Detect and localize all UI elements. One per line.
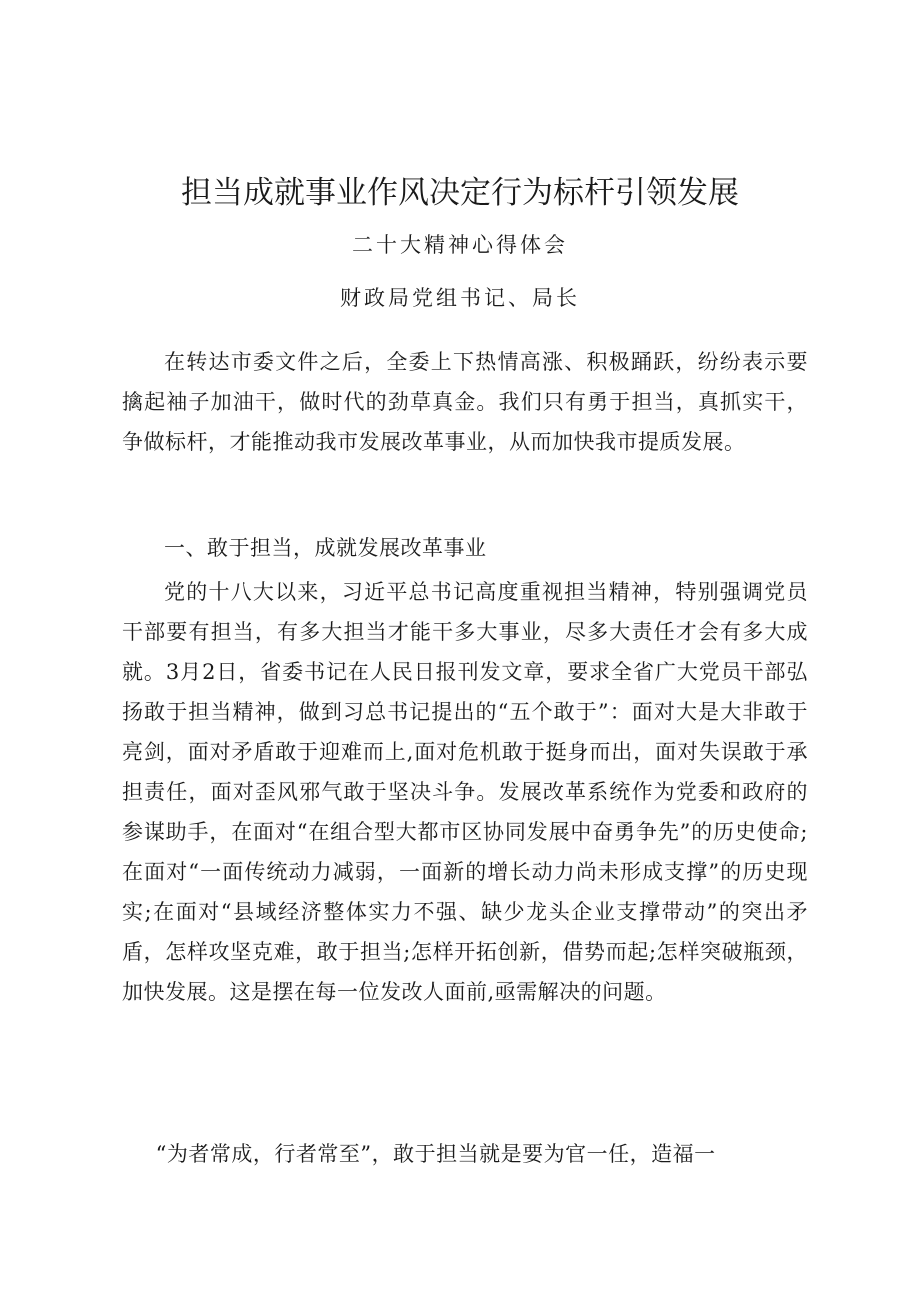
intro-paragraph: 在转达市委文件之后，全委上下热情高涨、积极踊跃，纷纷表示要擒起袖子加油干，做时代的劲草真金。我们只有勇于担当，真抓实干，争做标杆，才能推动我市发展改革事业，从而加快我市提质发展。 <box>122 350 808 454</box>
document-subtitle-author: 财政局党组书记、局长 <box>340 286 580 310</box>
document-title: 担当成就事业作风决定行为标杆引领发展 <box>181 175 739 211</box>
body-paragraph: 党的十八大以来，习近平总书记高度重视担当精神，特别强调党员干部要有担当，有多大担当才能干多大事业，尽多大责任才会有多大成就。3月2日，省委书记在人民日报刊发文章，要求全省广大党员干部弘扬敢于担当精神，做到习总书记提出的“五个敢于”：面对大是大非敢于亮剑，面对矛盾敢于迎难而上,面对危机敢于挺身而出，面对失误敢于承担责任，面对歪风邪气敢于坚决斗争。发展改革系统作为党委和政府的参谋助手，在面对“在组合型大都市区协同发展中奋勇争先”的历史使命;在面对“一面传统动力减弱，一面新的增长动力尚未形成支撑”的历史现实;在面对“县域经济整体实力不强、缺少龙头企业支撑带动”的突出矛盾，怎样攻坚克难，敢于担当;怎样开拓创新，借势而起;怎样突破瓶颈，加快发展。这是摆在每一位发改人面前,亟需解决的问题。 <box>122 580 808 1004</box>
document-subtitle-topic: 二十大精神心得体会 <box>352 233 568 257</box>
body-paragraph-continued: “为者常成，行者常至”，敢于担当就是要为官一任，造福一 <box>155 1142 716 1166</box>
section-heading: 一、敢于担当，成就发展改革事业 <box>164 536 487 560</box>
